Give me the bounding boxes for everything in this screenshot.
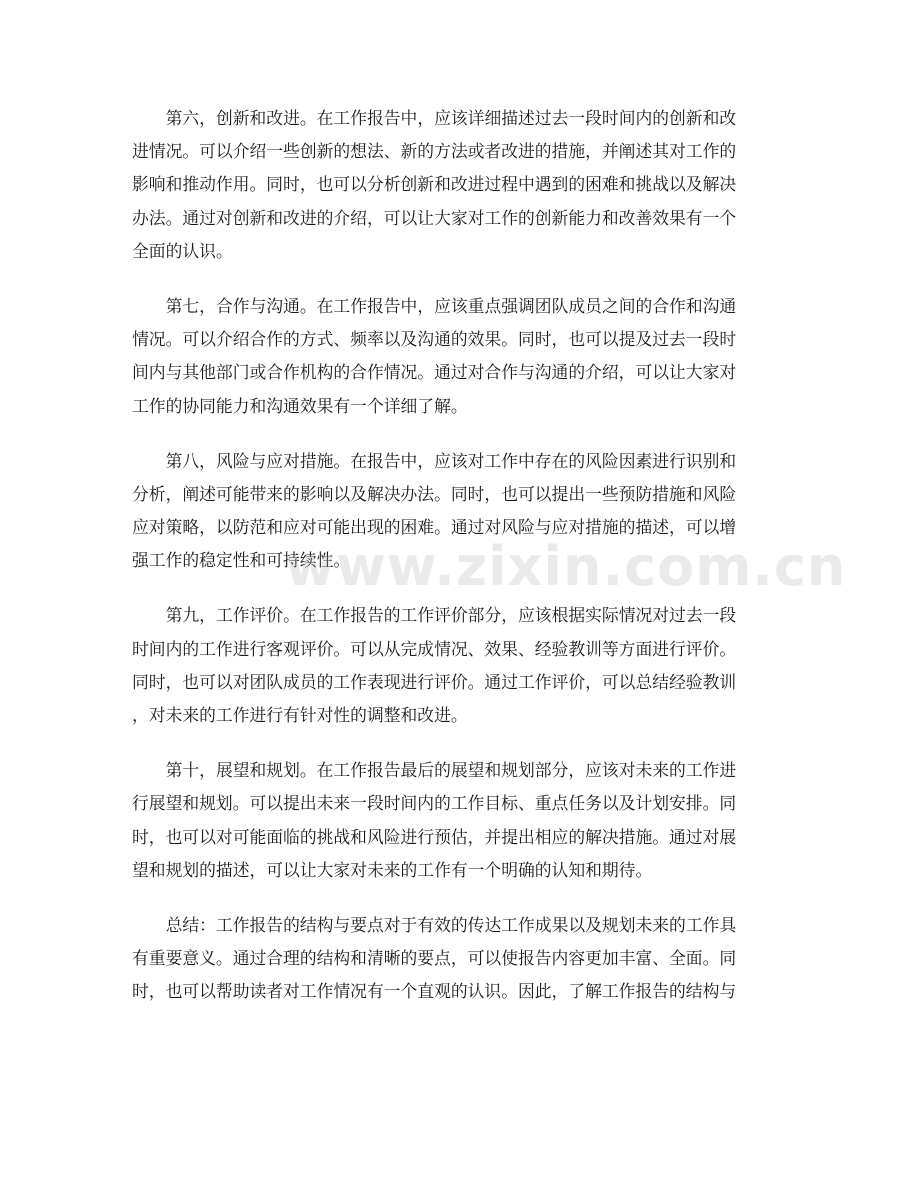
paragraph-cooperation <box>132 290 788 423</box>
text-line: 望和规划的描述，可以让大家对未来的工作有一个明确的认知和期待。 <box>132 859 653 880</box>
text-line: 影响和推动作用。同时，也可以分析创新和改进过程中遇到的困难和挑战以及解决 <box>132 174 737 195</box>
text-line: 第九，工作评价。在工作报告的工作评价部分，应该根据实际情况对过去一段 <box>165 605 737 626</box>
text-line: ，对未来的工作进行有针对性的调整和改进。 <box>132 705 468 725</box>
text-line: 有重要意义。通过合理的结构和清晰的要点，可以使报告内容更加丰富、全面。同 <box>132 948 737 969</box>
text-line: 强工作的稳定性和可持续性。 <box>132 550 351 571</box>
text-line: 第六，创新和改进。在工作报告中，应该详细描述过去一段时间内的创新和改 <box>165 108 737 128</box>
document-body <box>132 102 788 1009</box>
text-line: 工作的协同能力和沟通效果有一个详细了解。 <box>132 395 468 416</box>
text-line: 时，也可以对可能面临的挑战和风险进行预估，并提出相应的解决措施。通过对展 <box>132 826 737 847</box>
text-line: 时间内的工作进行客观评价。可以从完成情况、效果、经验教训等方面进行评价。 <box>132 638 737 659</box>
text-line: 行展望和规划。可以提出未来一段时间内的工作目标、重点任务以及计划安排。同 <box>132 793 737 814</box>
paragraph-outlook <box>132 754 788 887</box>
text-line: 第七，合作与沟通。在工作报告中，应该重点强调团队成员之间的合作和沟通 <box>165 295 737 316</box>
paragraph-risk <box>132 445 788 578</box>
paragraph-summary <box>132 909 788 1009</box>
watermark: www.zixin.com.cn <box>285 535 847 598</box>
text-line: 同时，也可以对团队成员的工作表现进行评价。通过工作评价，可以总结经验教训 <box>132 671 737 692</box>
text-line: 第十，展望和规划。在工作报告最后的展望和规划部分，应该对未来的工作进 <box>165 760 737 781</box>
text-line: 全面的认识。 <box>132 240 233 261</box>
text-line: 总结：工作报告的结构与要点对于有效的传达工作成果以及规划未来的工作具 <box>165 914 737 935</box>
text-line: 办法。通过对创新和改进的介绍，可以让大家对工作的创新能力和改善效果有一个 <box>132 207 737 228</box>
text-line: 时，也可以帮助读者对工作情况有一个直观的认识。因此，了解工作报告的结构与 <box>132 981 737 1002</box>
text-line: 间内与其他部门或合作机构的合作情况。通过对合作与沟通的介绍，可以让大家对 <box>132 362 737 383</box>
text-line: 应对策略，以防范和应对可能出现的困难。通过对风险与应对措施的描述，可以增 <box>132 517 737 538</box>
paragraph-innovation <box>132 102 788 268</box>
text-line: 进情况。可以介绍一些创新的想法、新的方法或者改进的措施，并阐述其对工作的 <box>132 141 737 162</box>
text-line: 第八，风险与应对措施。在报告中，应该对工作中存在的风险因素进行识别和 <box>165 450 737 471</box>
paragraph-evaluation <box>132 599 788 732</box>
text-line: 分析，阐述可能带来的影响以及解决办法。同时，也可以提出一些预防措施和风险 <box>132 483 737 504</box>
text-line: 情况。可以介绍合作的方式、频率以及沟通的效果。同时，也可以提及过去一段时 <box>132 329 737 350</box>
